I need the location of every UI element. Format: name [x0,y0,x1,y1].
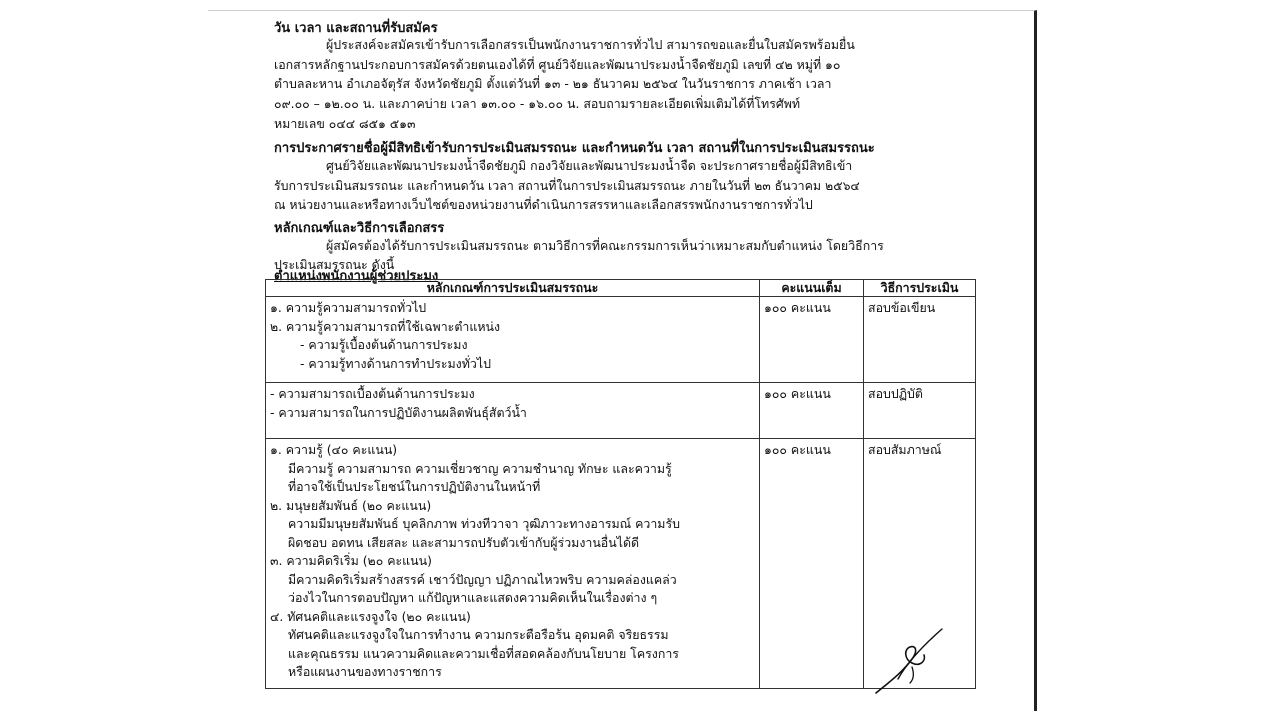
announce-line-3: ณ หน่วยงานและหรือทางเว็บไซต์ของหน่วยงานที่ดำเนินการสรรหาและเลือกสรรพนักงานราชการทั่วไป [274,197,813,212]
criteria-cell [266,439,760,689]
criteria-line-2: ประเมินสมรรถนะ ดังนี้ [274,257,395,272]
criteria-cell [266,297,760,383]
criteria-text: ๑. ความรู้ความสามารถทั่วไป [270,300,427,315]
criteria-text: และคุณธรรม แนวความคิดและความเชื่อที่สอดคล้องกับนโยบาย โครงการ [288,645,679,661]
criteria-text: ทัศนคติและแรงจูงใจในการทำงาน ความกระตือรือร้น อุดมคติ จริยธรรม [288,627,669,642]
announce-line-1: ศูนย์วิจัยและพัฒนาประมงน้ำจืดชัยภูมิ กองวิจัยและพัฒนาประมงน้ำจืด จะประกาศรายชื่อผู้มีสิทธิเข้า [326,158,853,173]
table-header-row [266,280,976,297]
criteria-text: - ความสามารถในการปฏิบัติงานผลิตพันธุ์สัตว์น้ำ [270,404,527,420]
criteria-text: ว่องไวในการตอบปัญหา แก้ปัญหาและแสดงความคิดเห็นในเรื่องต่าง ๆ [288,590,658,605]
criteria-text: มีความรู้ ความสามารถ ความเชี่ยวชาญ ความชำนาญ ทักษะ และความรู้ [288,460,672,476]
col-header-method: วิธีการประเมิน [864,280,976,297]
criteria-cell [266,383,760,439]
apply-line-5: หมายเลข ๐๔๔ ๘๕๑ ๕๑๓ [274,116,416,131]
criteria-text: - ความสามารถเบื้องต้นด้านการประมง [270,386,475,401]
apply-line-1: ผู้ประสงค์จะสมัครเข้ารับการเลือกสรรเป็นพนักงานราชการทั่วไป สามารถขอและยื่นใบสมัครพร้อมยื่น [326,37,855,52]
apply-line-2: เอกสารหลักฐานประกอบการสมัครด้วยตนเองได้ที่ ศูนย์วิจัยและพัฒนาประมงน้ำจืดชัยภูมิ เลขที่ ๔๒ หมู่ที่ ๑๐ [274,57,841,72]
criteria-text: ๓. ความคิดริเริ่ม (๒๐ คะแนน) [270,553,432,568]
criteria-text: ๑. ความรู้ (๔๐ คะแนน) [270,442,398,457]
criteria-text: ผิดชอบ อดทน เสียสละ และสามารถปรับตัวเข้ากับผู้ร่วมงานอื่นได้ดี [288,534,640,550]
method-cell: สอบข้อเขียน [864,297,976,383]
apply-line-4: ๐๙.๐๐ – ๑๒.๐๐ น. และภาคบ่าย เวลา ๑๓.๐๐ - ๑๖.๐๐ น. สอบถามรายละเอียดเพิ่มเติมได้ที่โทรศัพท์ [274,96,801,111]
criteria-text: ๒. มนุษยสัมพันธ์ (๒๐ คะแนน) [270,497,432,513]
criteria-text: - ความรู้เบื้องต้นด้านการประมง [300,337,468,352]
criteria-text: มีความคิดริเริ่มสร้างสรรค์ เชาว์ปัญญา ปฏิภาณไหวพริบ ความคล่องแคล่ว [288,571,677,587]
col-header-criteria: หลักเกณฑ์การประเมินสมรรถนะ [266,280,760,297]
heading-criteria: หลักเกณฑ์และวิธีการเลือกสรร [274,221,445,236]
heading-apply: วัน เวลา และสถานที่รับสมัคร [274,21,438,36]
score-cell: ๑๐๐ คะแนน [760,383,864,439]
criteria-text: ๒. ความรู้ความสามารถที่ใช้เฉพาะตำแหน่ง [270,318,501,334]
criteria-text: - ความรู้ทางด้านการทำประมงทั่วไป [300,355,491,371]
document-page [208,10,1037,711]
col-header-score: คะแนนเต็ม [760,280,864,297]
score-cell: ๑๐๐ คะแนน [760,297,864,383]
criteria-text: ที่อาจใช้เป็นประโยชน์ในการปฏิบัติงานในหน้าที่ [288,479,541,494]
criteria-text: ความมีมนุษยสัมพันธ์ บุคลิกภาพ ท่วงทีวาจา วุฒิภาวะทางอารมณ์ ความรับ [288,516,680,531]
announce-line-2: รับการประเมินสมรรถนะ และกำหนดวัน เวลา สถานที่ในการประเมินสมรรถนะ ภายในวันที่ ๒๓ ธันวาคม ๒๕๖๔ [274,178,860,193]
criteria-line-1: ผู้สมัครต้องได้รับการประเมินสมรรถนะ ตามวิธีการที่คณะกรรมการเห็นว่าเหมาะสมกับตำแหน่ง โดยวิธีการ [326,238,884,253]
table-row [266,383,976,439]
signature-mark [868,621,948,701]
apply-line-3: ตำบลละหาน อำเภอจัตุรัส จังหวัดชัยภูมิ ตั้งแต่วันที่ ๑๓ - ๒๑ ธันวาคม ๒๕๖๔ ในวันราชการ ภาคเช้า เวลา [274,76,832,91]
criteria-text: ๔. ทัศนคติและแรงจูงใจ (๒๐ คะแนน) [270,608,471,624]
criteria-text: หรือแผนงานของทางราชการ [288,664,442,679]
table-row [266,297,976,383]
method-cell: สอบปฏิบัติ [864,383,976,439]
method-cell: สอบสัมภาษณ์ [864,439,976,689]
score-cell: ๑๐๐ คะแนน [760,439,864,689]
heading-announce: การประกาศรายชื่อผู้มีสิทธิเข้ารับการประเมินสมรรถนะ และกำหนดวัน เวลา สถานที่ในการประเมินสมรรถนะ [274,141,875,156]
position-title: ตำแหน่งพนักงานผู้ช่วยประมง [274,269,439,284]
